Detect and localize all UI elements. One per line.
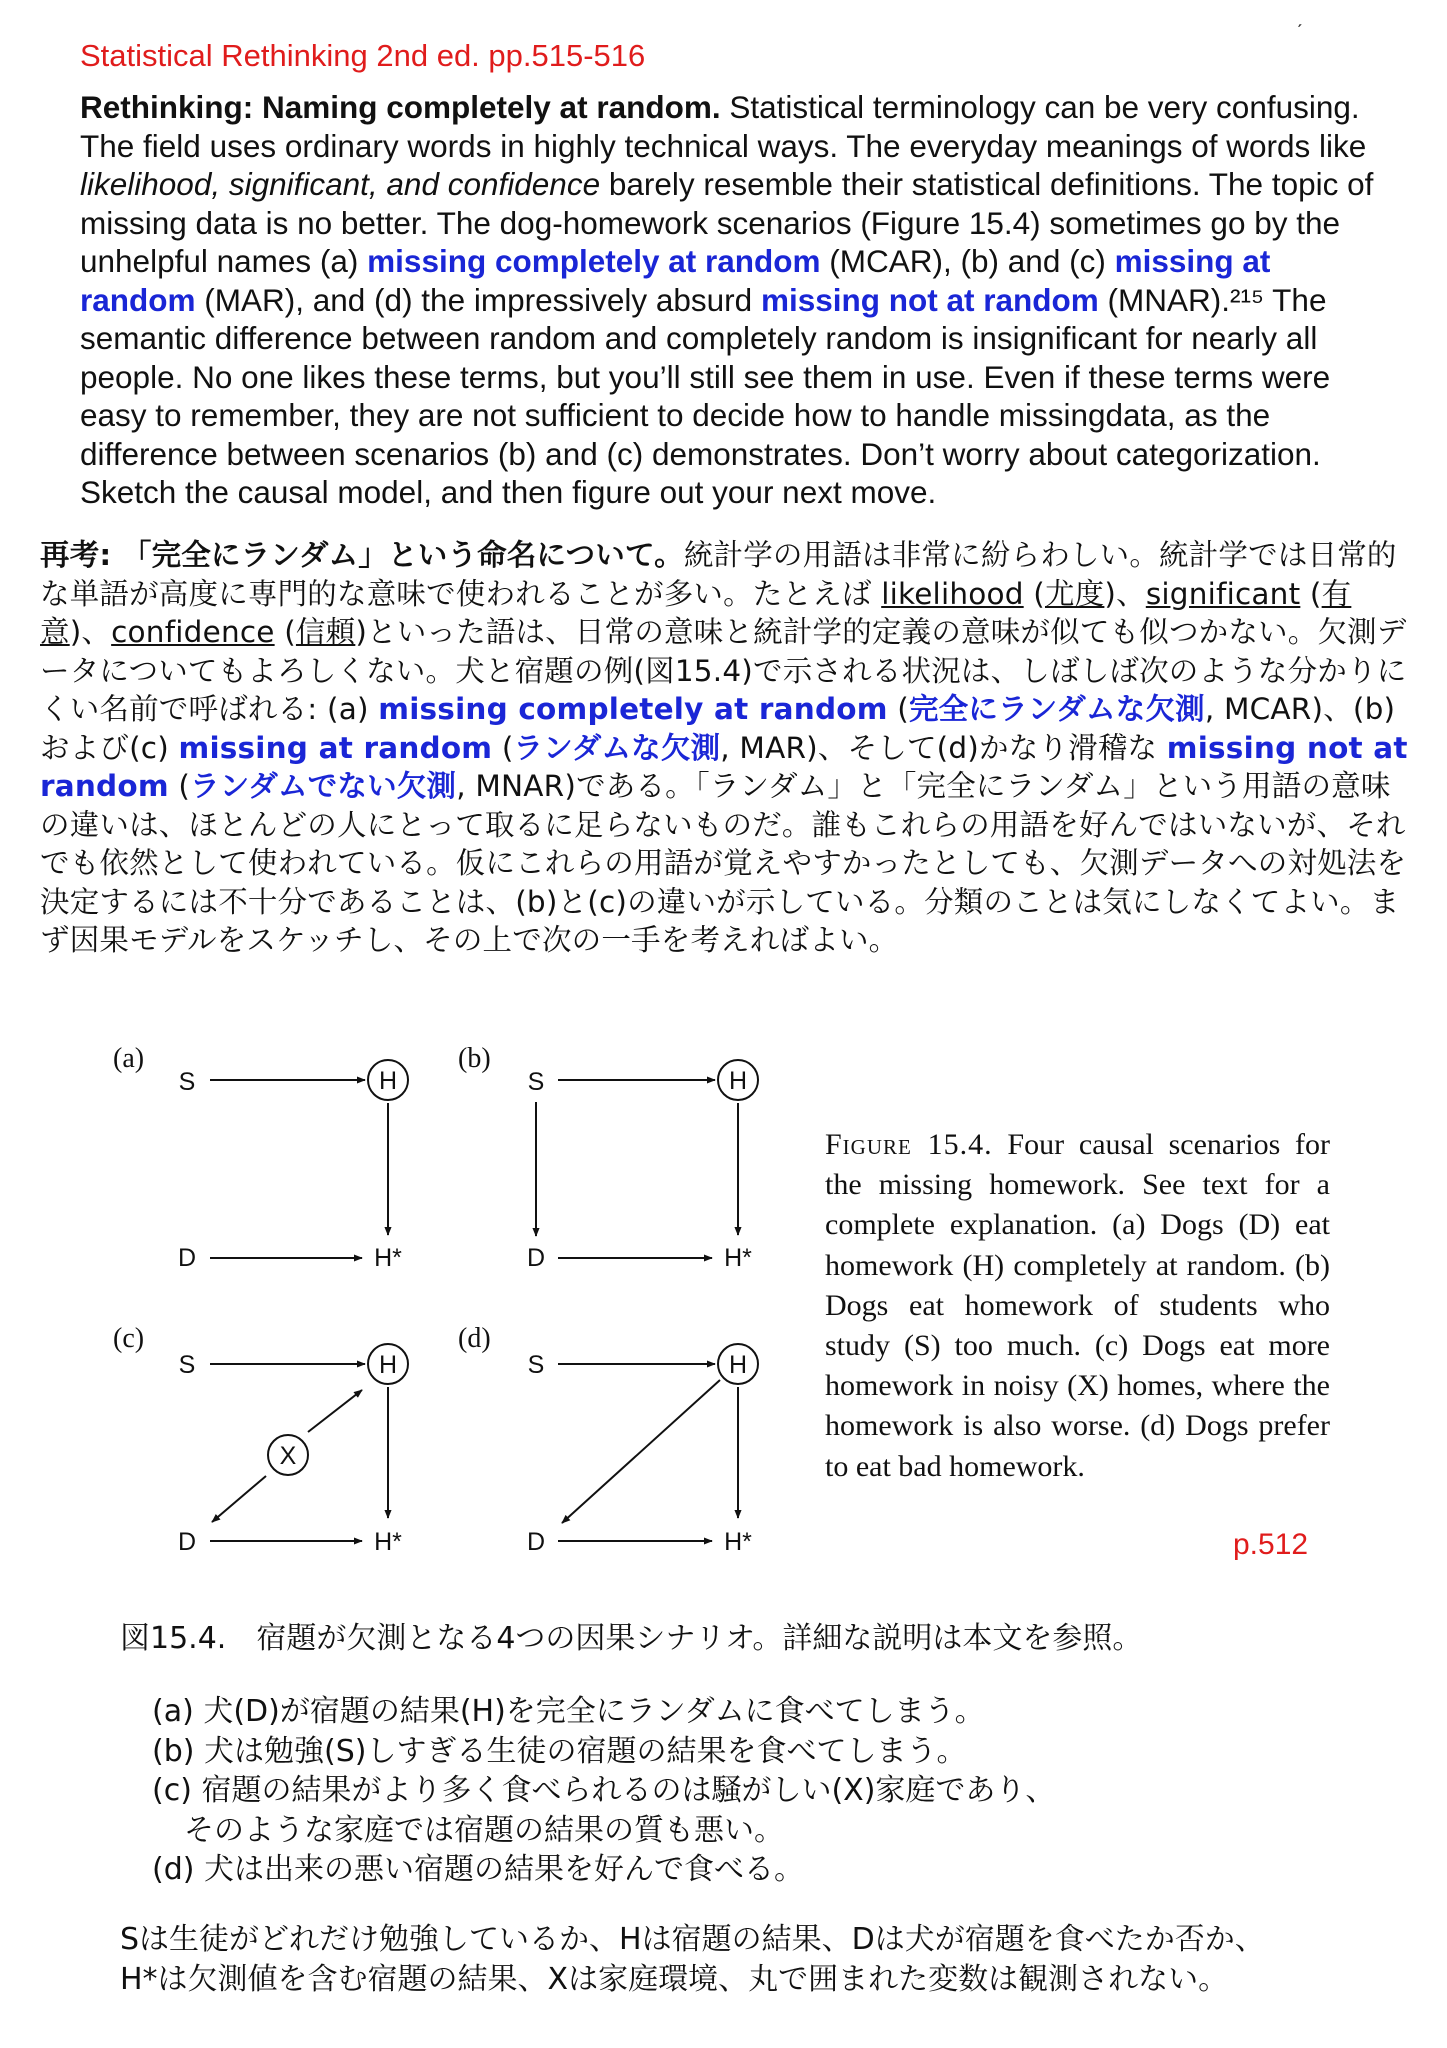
term-mnar-ja: ランダムでない欠測 — [190, 769, 457, 803]
panel-b-label: (b) — [458, 1043, 491, 1074]
panel-d — [458, 1323, 758, 1556]
node-s: S — [527, 1068, 545, 1096]
node-h: H — [728, 1067, 748, 1095]
node-d: D — [177, 1528, 197, 1556]
japanese-text-2: ( — [1023, 576, 1045, 611]
node-s: S — [178, 1351, 196, 1379]
japanese-text-8: ( — [887, 692, 909, 726]
list-item-d: (d) 犬は出来の悪い宿題の結果を好んで食べる。 — [152, 1852, 804, 1887]
japanese-title: 再考: 「完全にランダム」という命名について。 — [40, 538, 684, 572]
node-d: D — [526, 1244, 546, 1272]
term-mar-ja: ランダムな欠測 — [513, 730, 721, 765]
figure-caption-text: Four causal scenarios for the missing homework. See text for a complete explanation. (a) Dogs (D) eat homework (H) completely at random. (b) Dogs eat homework of students who study (S) too much. (c) Dogs eat more homework in noisy (X) homes, where the homework is also worse. (d) Dogs prefer to eat bad homework. — [825, 1128, 1331, 1483]
japanese-text-12: ( — [168, 769, 191, 803]
term-mar: missing at random — [80, 243, 1271, 318]
english-text-3: (MCAR), (b) and (c) — [820, 243, 1115, 279]
japanese-text-6: ( — [274, 615, 296, 649]
english-text-1: Statistical terminology can be very confusing. The field uses ordinary words in highly technical ways. The everyday meanings of words like — [80, 89, 1367, 164]
variable-note-line-2: H*は欠測値を含む宿題の結果、Xは家庭環境、丸で囲まれた変数は観測されない。 — [120, 1961, 1229, 1997]
panel-c-label: (c) — [113, 1323, 145, 1354]
panel-c — [113, 1323, 408, 1556]
term-mar-ja-en: missing at random — [178, 730, 493, 765]
japanese-text-7: )といった語は、日常の意味と統計学的定義の意味が似ても似つかない。欠測データについてもよろしくない。犬と宿題の例(図15.4)で示される状況は、しばしば次のような分かりにくい名前で呼ばれる: (a) — [40, 615, 1407, 726]
term-mcar-ja-en: missing completely at random — [378, 692, 888, 726]
english-text-5: (MNAR).²¹⁵ The semantic difference between random and completely random is insignificant for nearly all people. No one likes these terms, but you’ll still see them in use. Even if these terms were easy to remember, they are not sufficient to decide how to handle missingdata, as the difference between scenarios (b) and (c) demonstrates. Don’t worry about categorization. Sketch the causal model, and then figure out your next move. — [80, 281, 1331, 510]
term-mnar-ja-en: missing not at random — [40, 730, 1408, 803]
english-paragraph — [80, 88, 1380, 512]
japanese-text-9: , MCAR)、(b)および(c) — [40, 692, 1396, 765]
japanese-text-10: ( — [492, 730, 514, 765]
japanese-figure-caption: 図15.4. 宿題が欠測となる4つの因果シナリオ。詳細な説明は本文を参照。 — [120, 1621, 1143, 1656]
panel-b — [458, 1043, 758, 1272]
list-item-c-continued: そのような家庭では宿題の結果の質も悪い。 — [184, 1812, 784, 1848]
arrow-h-d — [562, 1380, 720, 1523]
term-likelihood: likelihood — [881, 576, 1024, 611]
node-hstar: H* — [724, 1244, 752, 1272]
english-terms: likelihood, significant, and confidence — [80, 166, 601, 202]
node-hstar: H* — [724, 1528, 752, 1556]
english-title: Rethinking: Naming completely at random. — [80, 89, 721, 125]
variable-note — [120, 1920, 1265, 1999]
japanese-text-3: )、 — [1104, 576, 1146, 611]
english-text-2: barely resemble their statistical definitions. The topic of missing data is no better. The dog-homework scenarios (Figure 15.4) sometimes go by the unhelpful names (a) — [80, 166, 1374, 279]
node-h: H — [378, 1067, 398, 1095]
causal-diagrams — [100, 1040, 800, 1560]
japanese-paragraph — [40, 536, 1410, 960]
japanese-text-5: )、 — [69, 615, 112, 649]
arrow-x-h — [308, 1390, 362, 1432]
source-reference: Statistical Rethinking 2nd ed. pp.515-516 — [80, 38, 646, 73]
node-s: S — [178, 1068, 196, 1096]
arrow-x-d — [212, 1476, 266, 1522]
english-text-4: (MAR), and (d) the impressively absurd — [195, 281, 761, 318]
panel-a — [113, 1043, 408, 1272]
node-x: X — [279, 1442, 297, 1470]
japanese-text-13: , MNAR)である。「ランダム」と「完全にランダム」という用語の意味の違いは、ほとんどの人にとって取るに足らないものだ。誰もこれらの用語を好んではいないが、それでも依然として使われている。仮にこれらの用語が覚えやすかったとしても、欠測データへの対処法を決定するには不十分であることは、(b)と(c)の違いが示している。分類のことは気にしなくてよい。まず因果モデルをスケッチし、その上で次の一手を考えればよい。 — [40, 769, 1407, 957]
term-mnar: missing not at random — [760, 281, 1099, 318]
japanese-text-1: 統計学の用語は非常に紛らわしい。統計学では日常的な単語が高度に専門的な意味で使われることが多い。たとえば — [40, 538, 1397, 611]
japanese-text-4: ( — [1300, 576, 1322, 611]
node-h: H — [728, 1351, 748, 1379]
corner-mark: ˏ — [1296, 6, 1303, 28]
panel-a-label: (a) — [113, 1043, 145, 1074]
node-hstar: H* — [374, 1528, 402, 1556]
node-hstar: H* — [374, 1244, 402, 1272]
list-item-c: (c) 宿題の結果がより多く食べられるのは騒がしい(X)家庭であり、 — [152, 1773, 1056, 1808]
figure-caption — [825, 1125, 1330, 1487]
term-yudo: 尤度 — [1044, 576, 1105, 611]
term-mcar-ja: 完全にランダムな欠測 — [908, 692, 1205, 726]
node-d: D — [526, 1528, 546, 1556]
term-confidence: confidence — [111, 615, 275, 649]
term-shinrai: 信頼 — [295, 615, 356, 649]
term-significant: significant — [1145, 576, 1301, 611]
japanese-text-11: , MAR)、そして(d)かなり滑稽な — [720, 730, 1167, 765]
node-s: S — [527, 1351, 545, 1379]
variable-note-line-1: Sは生徒がどれだけ勉強しているか、Hは宿題の結果、Dは犬が宿題を食べたか否か、 — [120, 1922, 1265, 1957]
term-mcar: missing completely at random — [367, 243, 821, 279]
figure-label: Figure 15.4. — [825, 1128, 993, 1161]
node-h: H — [378, 1351, 398, 1379]
list-item-b: (b) 犬は勉強(S)しすぎる生徒の宿題の結果を食べてしまう。 — [152, 1733, 967, 1769]
japanese-scenario-list — [152, 1692, 1055, 1890]
panel-d-label: (d) — [458, 1323, 491, 1354]
list-item-a: (a) 犬(D)が宿題の結果(H)を完全にランダムに食べてしまう。 — [152, 1694, 985, 1729]
page-reference: p.512 — [1233, 1528, 1309, 1561]
term-yui: 有意 — [40, 576, 1352, 649]
node-d: D — [177, 1244, 197, 1272]
